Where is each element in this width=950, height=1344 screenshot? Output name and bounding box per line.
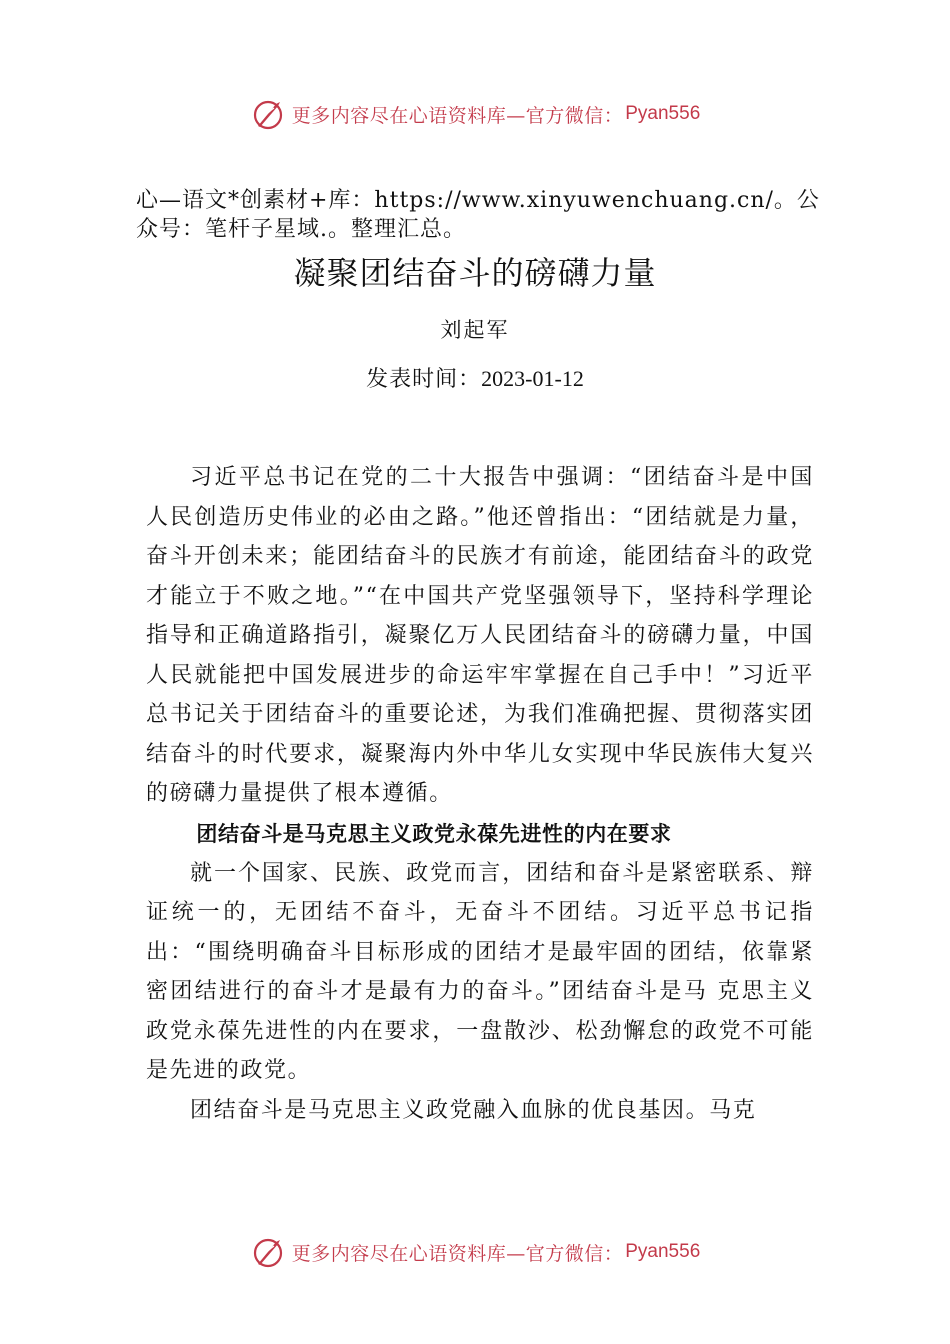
- article-author: 刘起军: [440, 318, 510, 342]
- section-heading: 团结奋斗是马克思主义政党永葆先进性的内在要求: [196, 821, 672, 846]
- paragraph-unity-struggle: 就一个国家、民族、政党而言，团结和奋斗是紧密联系、辩证统一的，无团结不奋斗，无奋斗不团结。习近平总书记指出：“围绕明确奋斗目标形成的团结才是最牢固的团结，依靠紧密团结进行的奋斗才是最有力的奋斗。”团结奋斗是马 克思主义政党永葆先进性的内在要求，一盘散沙、松劲懈怠的政党不可能是先进的政党。: [146, 860, 814, 1083]
- footer-watermark: [0, 1232, 950, 1272]
- publish-date-label: 发表时间：: [366, 367, 482, 392]
- publish-date-value: 2023-01-12: [481, 366, 584, 391]
- watermark-wechat-id: Pyan556: [625, 1241, 701, 1262]
- paragraph-intro: 习近平总书记在党的二十大报告中强调：“团结奋斗是中国人民创造历史伟业的必由之路。”他还曾指出：“团结就是力量，奋斗开创未来；能团结奋斗的民族才有前途，能团结奋斗的政党才能立于不败之地。”“在中国共产党坚强领导下，坚持科学理论指导和正确道路指引，凝聚亿万人民团结奋斗的磅礴力量，中国人民就能把中国发展进步的命运牢牢掌握在自己手中！”习近平总书记关于团结奋斗的重要论述，为我们准确把握、贯彻落实团结奋斗的时代要求，凝聚海内外中华儿女实现中华民族伟大复兴的磅礴力量提供了根本遵循。: [146, 465, 814, 806]
- quill-pen-logo-icon: [250, 1234, 286, 1270]
- source-note: 心—语文*创素材+库：https://www.xinyuwenchuang.cn/。公众号：笔杆子星域.。整理汇总。: [136, 188, 820, 242]
- watermark-wechat-id: Pyan556: [625, 103, 701, 124]
- paragraph-fine-gene: 团结奋斗是马克思主义政党融入血脉的优良基因。马克: [190, 1097, 757, 1123]
- article-title: 凝聚团结奋斗的磅礴力量: [293, 254, 657, 292]
- publish-date-line: [0, 362, 950, 393]
- header-watermark: [0, 94, 950, 134]
- watermark-text: 更多内容尽在心语资料库—官方微信：: [291, 1242, 624, 1265]
- watermark-text: 更多内容尽在心语资料库—官方微信：: [291, 104, 624, 127]
- article-body: [146, 458, 814, 1130]
- quill-pen-logo-icon: [250, 96, 286, 132]
